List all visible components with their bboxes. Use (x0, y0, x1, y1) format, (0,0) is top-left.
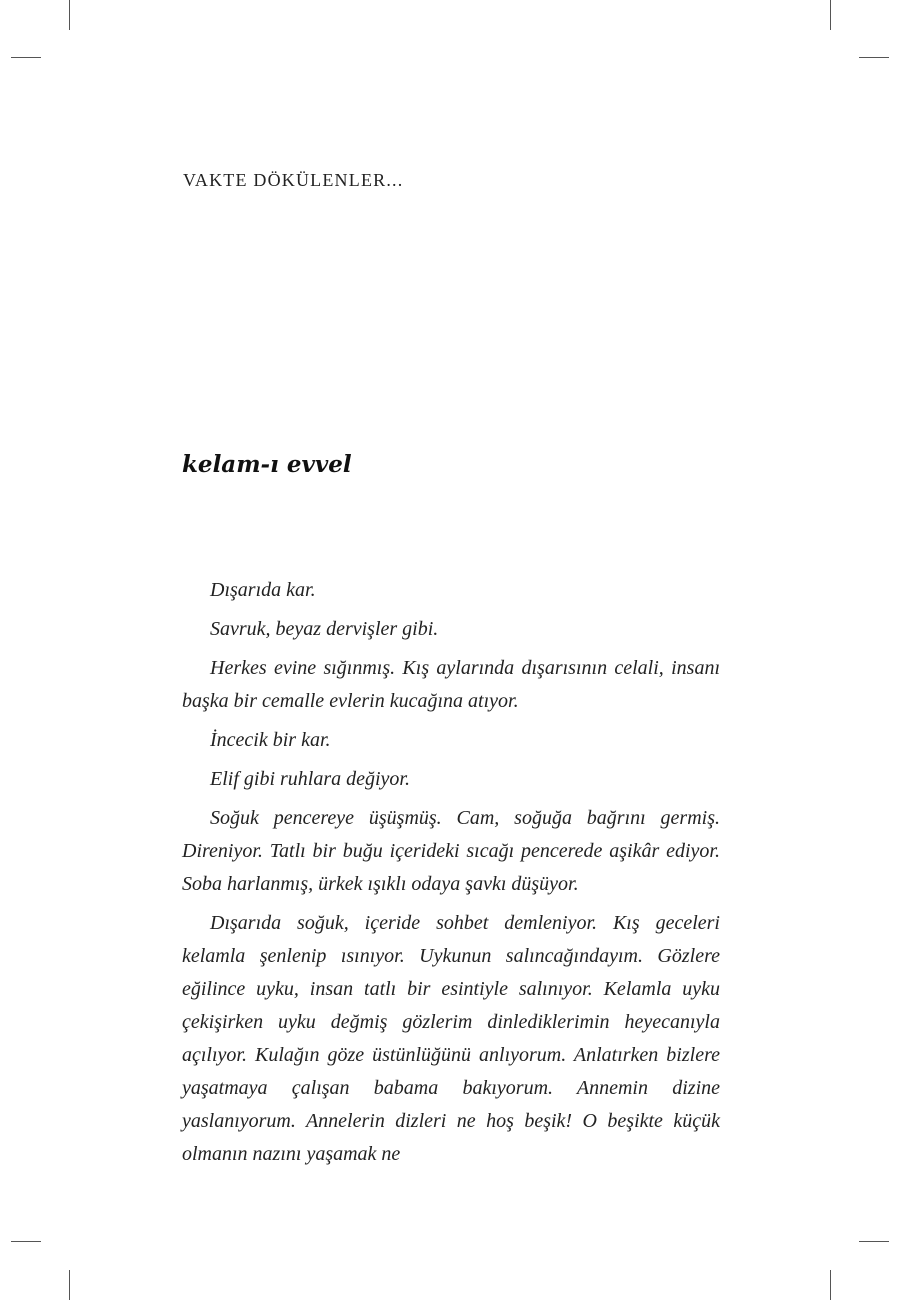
crop-mark-top-left-vertical (69, 0, 70, 30)
paragraph: Dışarıda kar. (210, 579, 316, 601)
paragraph: Herkes evine sığınmış. Kış aylarında dışarısının celali, insanı başka bir cemalle evlerin kucağına atıyor. (182, 657, 720, 712)
running-head: VAKTE DÖKÜLENLER... (183, 170, 404, 190)
chapter-title: kelam-ı evvel (182, 451, 352, 478)
paragraph: Dışarıda soğuk, içeride sohbet demleniyor. Kış geceleri kelamla şenlenip ısınıyor. Uykunun salıncağındayım. Gözlere eğilince uyku, insan tatlı bir esintiyle salınıyor. Kelamla uyku çekişirken uyku değmiş gözlerim dinlediklerimin heyecanıyla açılıyor. Kulağın göze üstünlüğünü anlıyorum. Anlatırken bizlere yaşatmaya çalışan babama bakıyorum. Annemin dizine yaslanıyorum. Annelerin dizleri ne hoş beşik! O beşikte küçük olmanın nazını yaşamak ne (182, 912, 720, 1165)
crop-mark-top-right-vertical (830, 0, 831, 30)
paragraph: Elif gibi ruhlara değiyor. (210, 768, 410, 790)
crop-mark-bottom-right-vertical (830, 1270, 831, 1300)
paragraph: Soğuk pencereye üşüşmüş. Cam, soğuğa bağrını germiş. Direniyor. Tatlı bir buğu içerideki sıcağı pencerede aşikâr ediyor. Soba harlanmış, ürkek ışıklı odaya şavkı düşüyor. (182, 807, 720, 895)
crop-mark-bottom-left-horizontal (11, 1241, 41, 1242)
crop-mark-bottom-left-vertical (69, 1270, 70, 1300)
paragraph: Savruk, beyaz dervişler gibi. (210, 618, 439, 640)
crop-mark-top-right-horizontal (859, 57, 889, 58)
crop-mark-bottom-right-horizontal (859, 1241, 889, 1242)
body-text (182, 574, 720, 1177)
crop-mark-top-left-horizontal (11, 57, 41, 58)
paragraph: İncecik bir kar. (210, 729, 331, 751)
